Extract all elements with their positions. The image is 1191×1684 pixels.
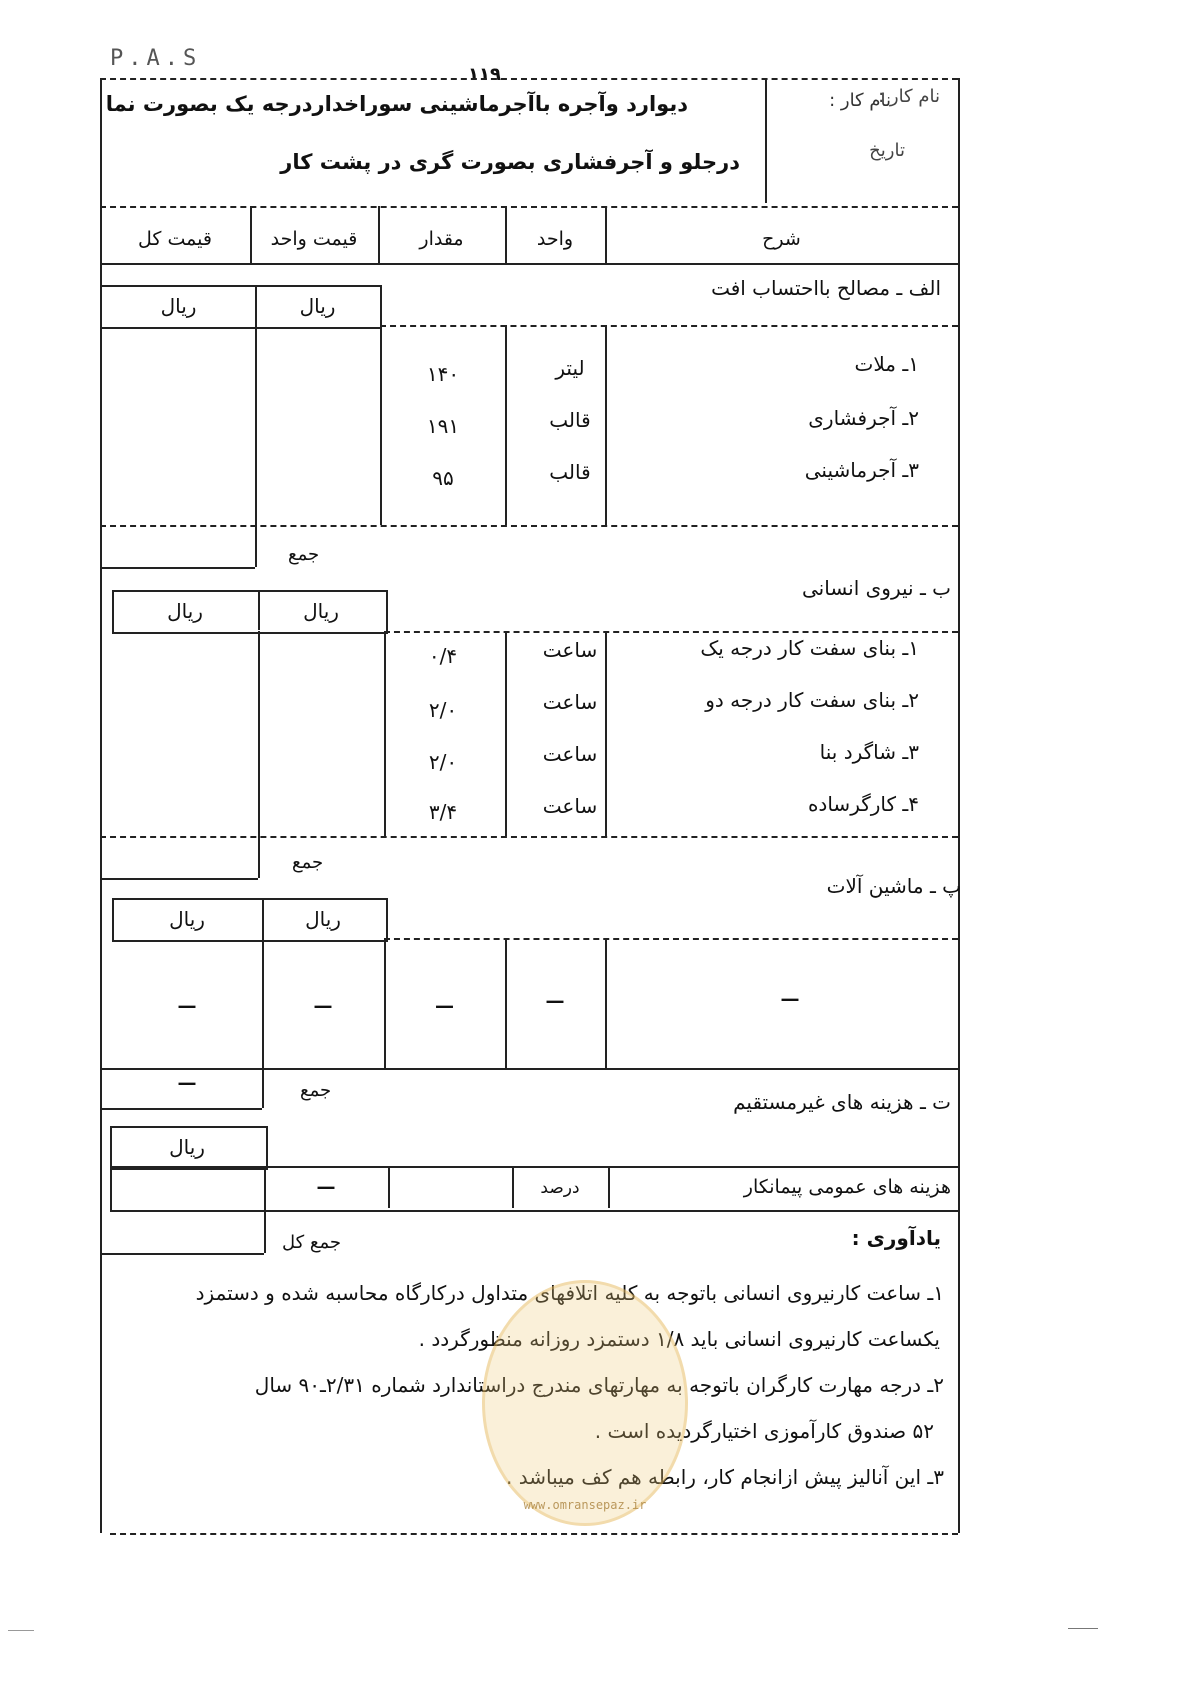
materials-row-2-unit: قالب bbox=[549, 408, 591, 432]
machinery-rows-bottom bbox=[100, 1068, 958, 1070]
materials-col-1 bbox=[255, 325, 257, 525]
labor-total-currency: ریال bbox=[167, 599, 203, 623]
document-code: P.A.S bbox=[110, 46, 202, 71]
machinery-col-4 bbox=[605, 938, 607, 1068]
machinery-sum-dash: — bbox=[177, 1072, 197, 1094]
grand-total-label: جمع کل bbox=[282, 1232, 342, 1253]
labor-row-4-desc: ۴ـ کارگرساده bbox=[807, 792, 919, 816]
section-indirect-title: ت ـ هزینه های غیرمستقیم bbox=[733, 1090, 951, 1114]
labor-row-4-unit: ساعت bbox=[542, 794, 598, 818]
labor-row-3-qty: ۲/۰ bbox=[428, 750, 458, 774]
note-line-4: ۵۲ صندوق کارآموزی اختیارگردیده است . bbox=[594, 1419, 934, 1443]
watermark-url: www.omransepaz.ir bbox=[523, 1498, 647, 1512]
materials-total-currency: ریال bbox=[160, 294, 197, 318]
machinery-unit-dash: — bbox=[545, 990, 565, 1012]
labor-row-2-qty: ۲/۰ bbox=[428, 698, 458, 722]
labor-row-3-desc: ۳ـ شاگرد بنا bbox=[819, 740, 919, 764]
note-line-1: ۱ـ ساعت کارنیروی انسانی باتوجه به کلیه اتلافهای متداول درکارگاه محاسبه شده و دستمزد bbox=[195, 1281, 944, 1305]
materials-sum-divider bbox=[255, 525, 257, 567]
machinery-unitprice-dash: — bbox=[313, 995, 333, 1017]
header-divider bbox=[765, 78, 767, 203]
scan-mark-left bbox=[8, 1630, 34, 1631]
scan-mark-right bbox=[1068, 1628, 1098, 1629]
materials-rows-top bbox=[380, 325, 958, 327]
notes-title: یادآوری : bbox=[851, 1226, 941, 1250]
frame-right-border bbox=[958, 78, 960, 1533]
materials-row-1-desc: ۱ـ ملات bbox=[854, 352, 919, 376]
materials-row-2-desc: ۲ـ آجرفشاری bbox=[808, 406, 919, 430]
materials-row-3-qty: ۹۵ bbox=[432, 466, 454, 490]
indirect-unit: درصد bbox=[540, 1178, 580, 1198]
note-line-5: ۳ـ این آنالیز پیش ازانجام کار، رابطه هم کف میباشد . bbox=[506, 1465, 944, 1489]
machinery-rows-top bbox=[384, 938, 958, 940]
note-line-2: یکساعت کارنیروی انسانی باید ۱/۸ دستمزد روزانه منظورگردد . bbox=[418, 1327, 940, 1351]
header-quantity: مقدار bbox=[419, 228, 464, 250]
machinery-total-currency: ریال bbox=[169, 907, 205, 931]
materials-row-3-unit: قالب bbox=[549, 460, 591, 484]
indirect-total-dash: — bbox=[316, 1176, 336, 1198]
labor-rows-bottom bbox=[100, 836, 958, 838]
grand-total-divider bbox=[264, 1208, 266, 1253]
machinery-sum-bottom bbox=[100, 1108, 262, 1110]
materials-rows-bottom bbox=[100, 525, 958, 527]
machinery-sum-label: جمع bbox=[300, 1080, 332, 1101]
indirect-row-desc: هزینه های عمومی پیمانکار bbox=[743, 1176, 951, 1198]
machinery-total-dash: — bbox=[177, 995, 197, 1017]
materials-row-1-unit: لیتر bbox=[555, 356, 585, 380]
labor-row-2-unit: ساعت bbox=[542, 690, 598, 714]
labor-rows-top bbox=[384, 631, 958, 633]
materials-sum-label: جمع bbox=[288, 544, 320, 565]
labor-sum-divider bbox=[258, 836, 260, 878]
date-field-label: تاریخ bbox=[869, 140, 905, 161]
name-field-label: نام کار : bbox=[878, 86, 940, 107]
work-title-line-1: دیوارد وآجره باآجرماشینی سوراخداردرجه یک بصورت نما bbox=[105, 92, 688, 116]
materials-row-1-qty: ۱۴۰ bbox=[426, 362, 460, 386]
materials-unit-currency: ریال bbox=[299, 294, 336, 318]
section-machinery-title: پ ـ ماشین آلات bbox=[826, 874, 961, 898]
header-unit-price: قیمت واحد bbox=[270, 228, 358, 250]
page-number: ۱۱۹ bbox=[468, 64, 501, 85]
labor-row-1-unit: ساعت bbox=[542, 638, 598, 662]
header-description: شرح bbox=[762, 228, 801, 250]
machinery-qty-dash: — bbox=[435, 995, 454, 1017]
machinery-sum-divider bbox=[262, 1068, 264, 1108]
header-total-price: قیمت کل bbox=[138, 228, 212, 250]
work-name-label: نام کار : bbox=[829, 90, 891, 111]
watermark-seal bbox=[482, 1280, 688, 1526]
machinery-desc-dash: — bbox=[780, 988, 800, 1010]
materials-row-3-desc: ۳ـ آجرماشینی bbox=[804, 458, 919, 482]
machinery-unit-currency: ریال bbox=[305, 907, 341, 931]
section-materials-title: الف ـ مصالح بااحتساب افت bbox=[711, 276, 941, 300]
indirect-total-currency: ریال bbox=[169, 1135, 205, 1159]
work-title-line-2: درجلو و آجرفشاری بصورت گری در پشت کار bbox=[280, 150, 740, 174]
labor-col-1 bbox=[258, 631, 260, 836]
labor-row-1-desc: ۱ـ بنای سفت کار درجه یک bbox=[700, 636, 919, 660]
frame-top-border bbox=[100, 78, 958, 80]
materials-sum-bottom bbox=[100, 567, 255, 569]
labor-sum-label: جمع bbox=[292, 852, 324, 873]
indirect-col-2 bbox=[388, 1166, 390, 1208]
labor-row-4-qty: ۳/۴ bbox=[428, 800, 458, 824]
section-labor-title: ب ـ نیروی انسانی bbox=[801, 576, 951, 600]
grand-total-bottom bbox=[100, 1253, 264, 1255]
labor-unit-currency: ریال bbox=[303, 599, 339, 623]
frame-bottom-border bbox=[110, 1533, 958, 1535]
header-bottom-border bbox=[100, 206, 958, 208]
indirect-col-4 bbox=[608, 1166, 610, 1208]
note-line-3: ۲ـ درجه مهارت کارگران باتوجه به مهارتهای مندرج دراستاندارد شماره ۲/۳۱ـ۹۰ سال bbox=[254, 1373, 944, 1397]
materials-row-2-qty: ۱۹۱ bbox=[426, 414, 460, 438]
header-unit: واحد bbox=[536, 228, 574, 250]
labor-row-3-unit: ساعت bbox=[542, 742, 598, 766]
labor-row-1-qty: ۰/۴ bbox=[428, 644, 458, 668]
labor-row-2-desc: ۲ـ بنای سفت کار درجه دو bbox=[705, 688, 919, 712]
labor-sum-bottom bbox=[100, 878, 258, 880]
column-header-bottom bbox=[100, 263, 958, 265]
